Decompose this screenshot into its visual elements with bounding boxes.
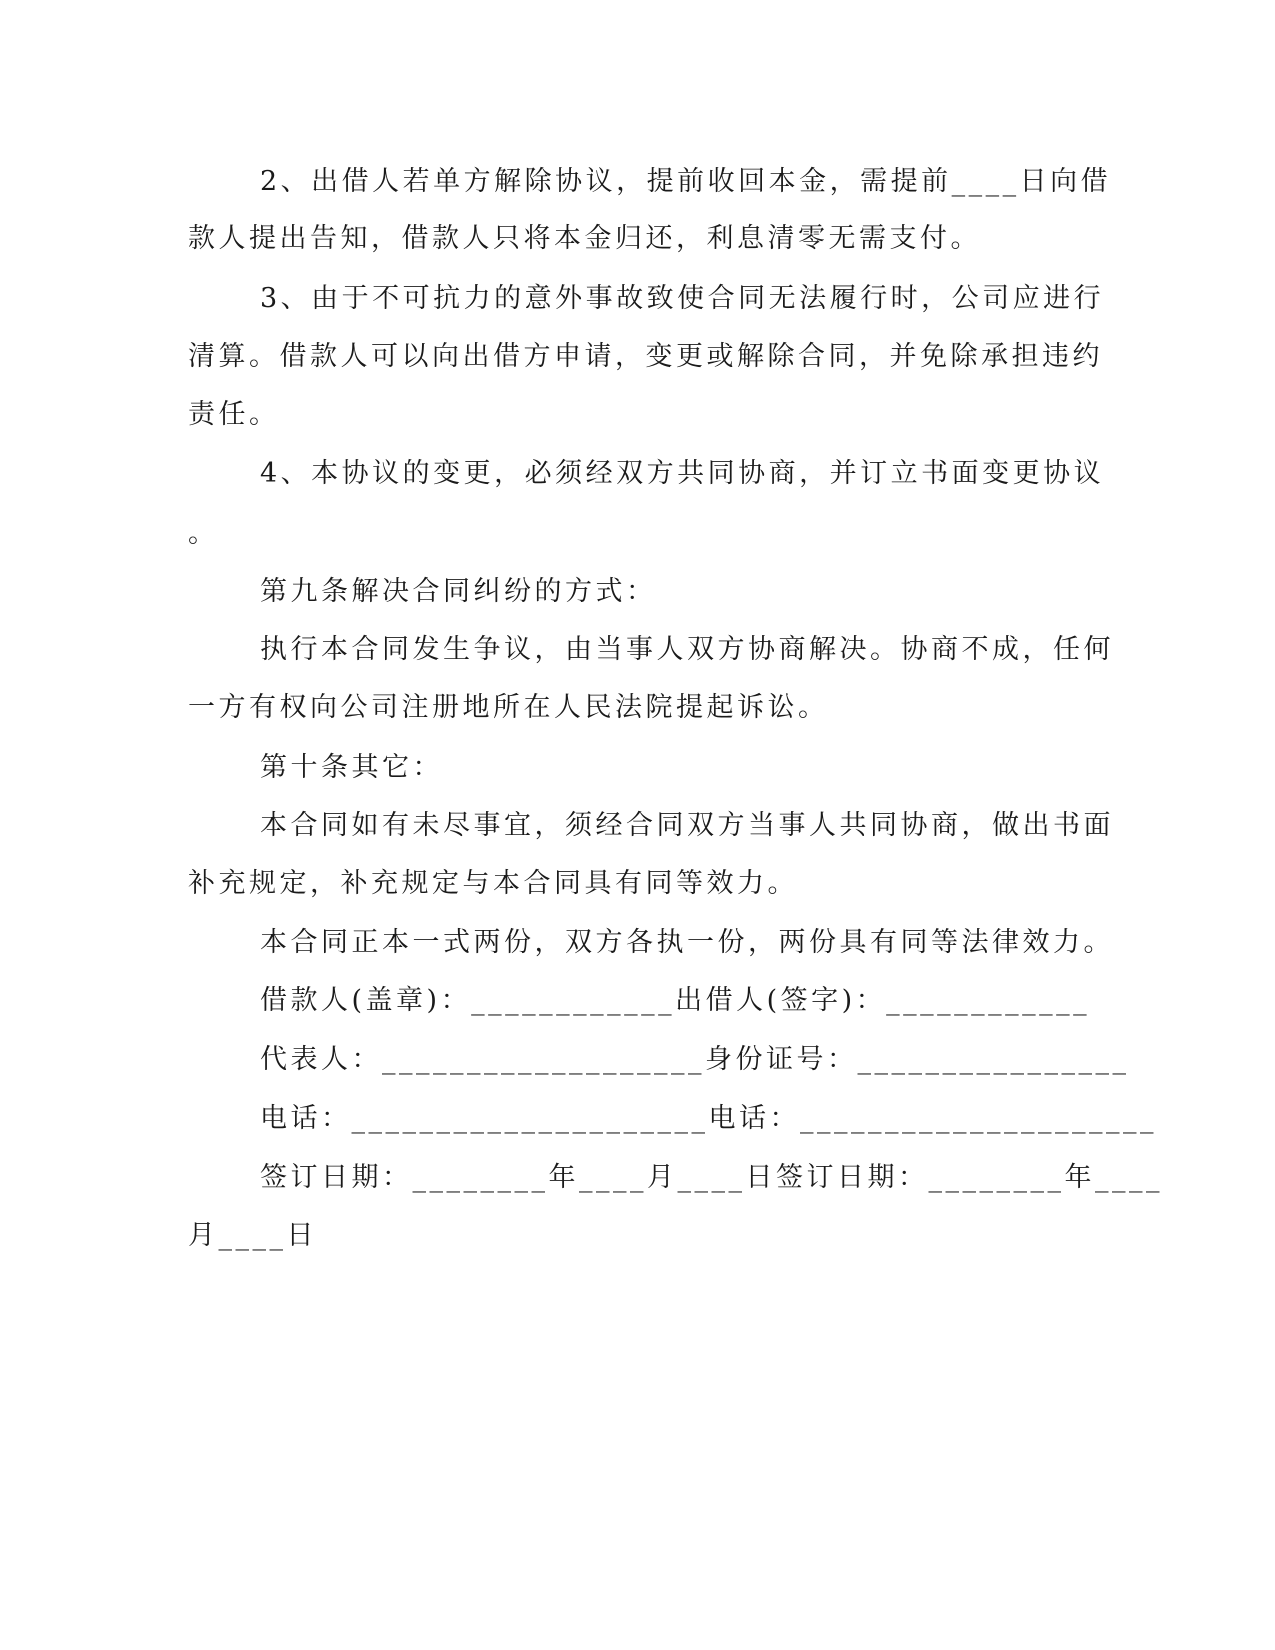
signing-date-line-1: 签订日期：________年____月____日签订日期：________年____ [260, 1162, 1163, 1193]
clause-8-item-3-line-1: 3、由于不可抗力的意外事故致使合同无法履行时，公司应进行 [260, 283, 1105, 314]
clause-8-item-3-line-2: 清算。借款人可以向出借方申请，变更或解除合同，并免除承担违约 [188, 341, 1103, 372]
clause-10-body-line-2: 补充规定，补充规定与本合同具有同等效力。 [188, 868, 798, 899]
clause-8-item-2-line-2: 款人提出告知，借款人只将本金归还，利息清零无需支付。 [188, 223, 981, 254]
signing-date-line-2: 月____日 [188, 1220, 317, 1251]
representative-id-line: 代表人：___________________身份证号：________________ [260, 1044, 1130, 1075]
copies-statement: 本合同正本一式两份，双方各执一份，两份具有同等法律效力。 [260, 927, 1114, 958]
clause-8-item-3-line-3: 责任。 [188, 399, 280, 430]
clause-8-item-4-line-2: 。 [188, 518, 219, 549]
clause-10-heading: 第十条其它： [260, 752, 443, 783]
clause-9-body-line-2: 一方有权向公司注册地所在人民法院提起诉讼。 [188, 692, 829, 723]
clause-8-item-2-line-1: 2、出借人若单方解除协议，提前收回本金，需提前____日向借 [260, 166, 1112, 197]
clause-9-heading: 第九条解决合同纠纷的方式： [260, 576, 657, 607]
clause-10-body-line-1: 本合同如有未尽事宜，须经合同双方当事人共同协商，做出书面 [260, 810, 1114, 841]
signature-parties-line: 借款人(盖章)：____________出借人(签字)：____________ [260, 985, 1091, 1016]
phone-line: 电话：_____________________电话：_____________________ [260, 1103, 1157, 1134]
clause-9-body-line-1: 执行本合同发生争议，由当事人双方协商解决。协商不成，任何 [260, 634, 1114, 665]
clause-8-item-4-line-1: 4、本协议的变更，必须经双方共同协商，并订立书面变更协议 [260, 458, 1105, 489]
